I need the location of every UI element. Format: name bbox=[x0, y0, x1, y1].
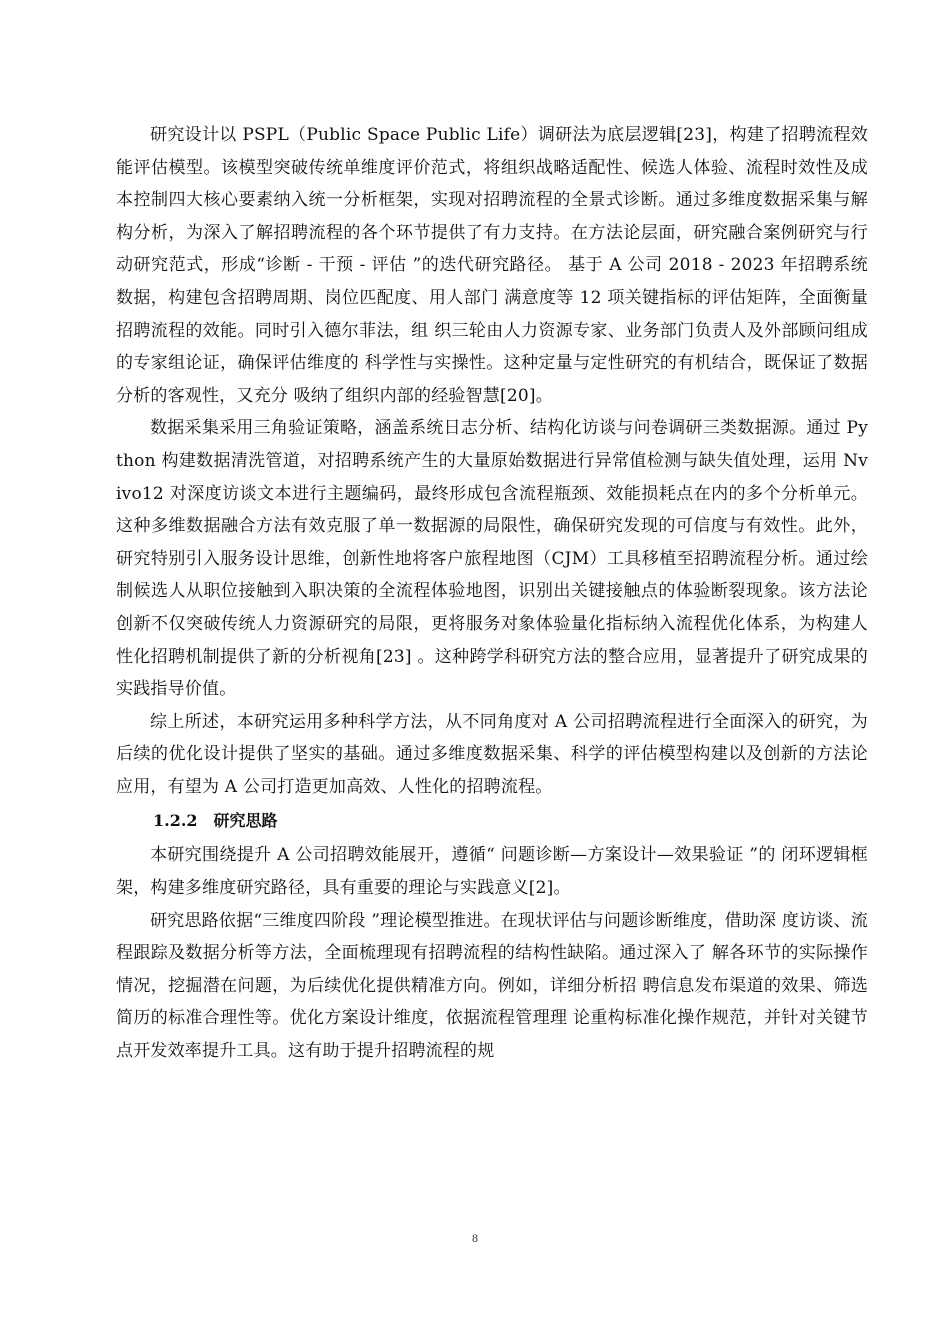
paragraph-three-dimensions: 研究思路依据“三维度四阶段 ”理论模型推进。在现状评估与问题诊断维度，借助深 度访谈、流程跟踪及数据分析等方法，全面梳理现有招聘流程的结构性缺陷。通过深入了 解各环节的实际操作情况，挖掘潜在问题，为后续优化提供精准方向。例如，详细分析招 聘信息发布渠道的效果、筛选简历的标准合理性等。优化方案设计维度，依据流程管理理 论重构标准化操作规范，并针对关键节点开发效率提升工具。这有助于提升招聘流程的规 bbox=[116, 910, 868, 1062]
page-number: 8 bbox=[472, 1231, 478, 1245]
paragraph-data-collection: 数据采集采用三角验证策略，涵盖系统日志分析、结构化访谈与问卷调研三类数据源。通过 Python 构建数据清洗管道，对招聘系统产生的大量原始数据进行异常值检测与缺失值处理，运用 Nvivo12 对深度访谈文本进行主题编码，最终形成包含流程瓶颈、效能损耗点在内的多个分析单元。这种多维数据融合方法有效克服了单一数据源的局限性，确保研究发现的可信度与有效性。此外，研究特别引入服务设计思维，创新性地将客户旅程地图（CJM）工具移植至招聘流程分析。通过绘制候选人从职位接触到入职决策的全流程体验地图，识别出关键接触点的体验断裂现象。该方法论创新不仅突破传统人力资源研究的局限，更将服务对象体验量化指标纳入流程优化体系，为构建人性化招聘机制提供了新的分析视角[23] 。这种跨学科研究方法的整合应用，显著提升了研究成果的实践指导价值。 bbox=[116, 418, 868, 700]
section-heading: 1.2.2 研究思路 bbox=[153, 811, 278, 831]
paragraph-summary: 综上所述，本研究运用多种科学方法，从不同角度对 A 公司招聘流程进行全面深入的研究，为后续的优化设计提供了坚实的基础。通过多维度数据采集、科学的评估模型构建以及创新的方法论应用，有望为 A 公司打造更加高效、人性化的招聘流程。 bbox=[116, 711, 868, 797]
document-body bbox=[116, 119, 868, 1068]
paragraph-research-design: 研究设计以 PSPL（Public Space Public Life）调研法为底层逻辑[23]，构建了招聘流程效能评估模型。该模型突破传统单维度评价范式，将组织战略适配性、候选人体验、流程时效性及成本控制四大核心要素纳入统一分析框架，实现对招聘流程的全景式诊断。通过多维度数据采集与解构分析，为深入了解招聘流程的各个环节提供了有力支持。在方法论层面，研究融合案例研究与行动研究范式，形成“诊断 - 干预 - 评估 ”的迭代研究路径。 基于 A 公司 2018 - 2023 年招聘系统数据，构建包含招聘周期、岗位匹配度、用人部门 满意度等 12 项关键指标的评估矩阵，全面衡量招聘流程的效能。同时引入德尔菲法，组 织三轮由人力资源专家、业务部门负责人及外部顾问组成的专家组论证，确保评估维度的 科学性与实操性。这种定量与定性研究的有机结合，既保证了数据分析的客观性，又充分 吸纳了组织内部的经验智慧[20]。 bbox=[116, 125, 868, 406]
paragraph-research-approach: 本研究围绕提升 A 公司招聘效能展开，遵循“ 问题诊断—方案设计—效果验证 ”的 闭环逻辑框架，构建多维度研究路径，具有重要的理论与实践意义[2]。 bbox=[116, 845, 868, 899]
